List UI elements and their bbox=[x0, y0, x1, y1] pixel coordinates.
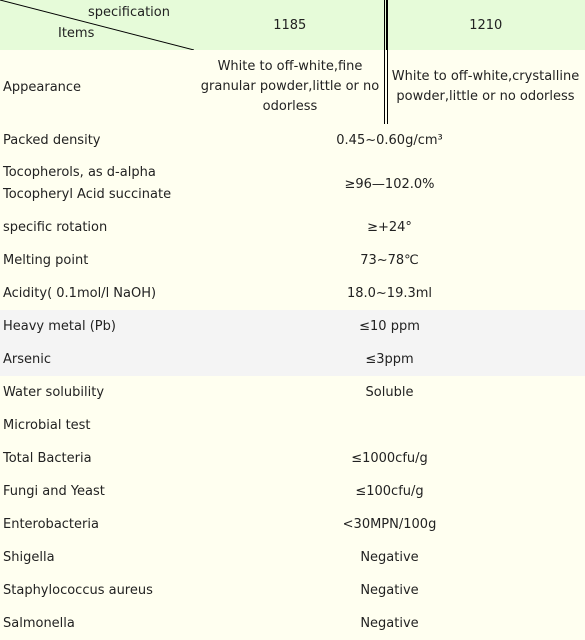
row-value: <30MPN/100g bbox=[342, 517, 437, 532]
column-divider bbox=[384, 0, 388, 124]
row-value bbox=[194, 409, 585, 442]
row-value: 0.45~0.60g/cm³ bbox=[336, 133, 443, 148]
table-row bbox=[0, 244, 585, 277]
row-value: ≥96—102.0% bbox=[344, 176, 435, 192]
row-value: White to off-white,crystalline powder,little or no odorless bbox=[391, 69, 580, 104]
row-label: Melting point bbox=[3, 253, 89, 268]
table-row bbox=[0, 343, 585, 376]
col-header-1185: 1185 bbox=[194, 0, 386, 50]
row-label: Enterobacteria bbox=[3, 517, 99, 532]
table-row bbox=[0, 50, 585, 124]
table-row bbox=[0, 475, 585, 508]
row-label: Packed density bbox=[3, 133, 101, 148]
spec-label: specification bbox=[88, 5, 170, 20]
col-header-1210: 1210 bbox=[386, 0, 585, 50]
row-label: Acidity( 0.1mol/l NaOH) bbox=[3, 286, 157, 301]
row-label: Total Bacteria bbox=[3, 451, 92, 466]
row-value: 18.0~19.3ml bbox=[346, 286, 433, 301]
table-row bbox=[0, 541, 585, 574]
row-label: Water solubility bbox=[3, 385, 105, 400]
header-row bbox=[0, 0, 585, 50]
table-row bbox=[0, 442, 585, 475]
row-label: Staphylococcus aureus bbox=[3, 583, 153, 598]
row-label: Shigella bbox=[3, 550, 55, 565]
row-label: Tocopherols, as d-alpha Tocopheryl Acid succinate bbox=[3, 165, 172, 202]
header-corner bbox=[0, 0, 194, 50]
table-row bbox=[0, 607, 585, 640]
row-value: 73~78℃ bbox=[360, 253, 419, 268]
row-value: ≤100cfu/g bbox=[355, 484, 424, 499]
items-label: Items bbox=[58, 26, 95, 41]
table-row bbox=[0, 409, 585, 442]
row-label: Appearance bbox=[3, 79, 82, 95]
row-label: Salmonella bbox=[3, 616, 75, 631]
row-value: Negative bbox=[360, 550, 419, 565]
row-value: Soluble bbox=[365, 385, 414, 400]
row-label: Heavy metal (Pb) bbox=[0, 310, 194, 343]
row-value: White to off-white,fine granular powder,little or no odorless bbox=[200, 59, 380, 114]
table-row bbox=[0, 124, 585, 157]
table-row bbox=[0, 157, 585, 211]
row-value: ≤3ppm bbox=[194, 343, 585, 376]
row-value: ≤10 ppm bbox=[194, 310, 585, 343]
row-label: specific rotation bbox=[3, 220, 108, 235]
row-label: Arsenic bbox=[0, 343, 194, 376]
table-row bbox=[0, 376, 585, 409]
row-label: Microbial test bbox=[3, 418, 91, 433]
row-label: Fungi and Yeast bbox=[3, 484, 105, 499]
row-value: ≥+24° bbox=[367, 220, 412, 235]
table-row bbox=[0, 277, 585, 310]
row-value: Negative bbox=[360, 616, 419, 631]
table-row bbox=[0, 211, 585, 244]
row-value: Negative bbox=[360, 583, 419, 598]
table-row bbox=[0, 508, 585, 541]
table-row bbox=[0, 574, 585, 607]
table-row bbox=[0, 310, 585, 343]
row-value: ≤1000cfu/g bbox=[351, 451, 428, 466]
